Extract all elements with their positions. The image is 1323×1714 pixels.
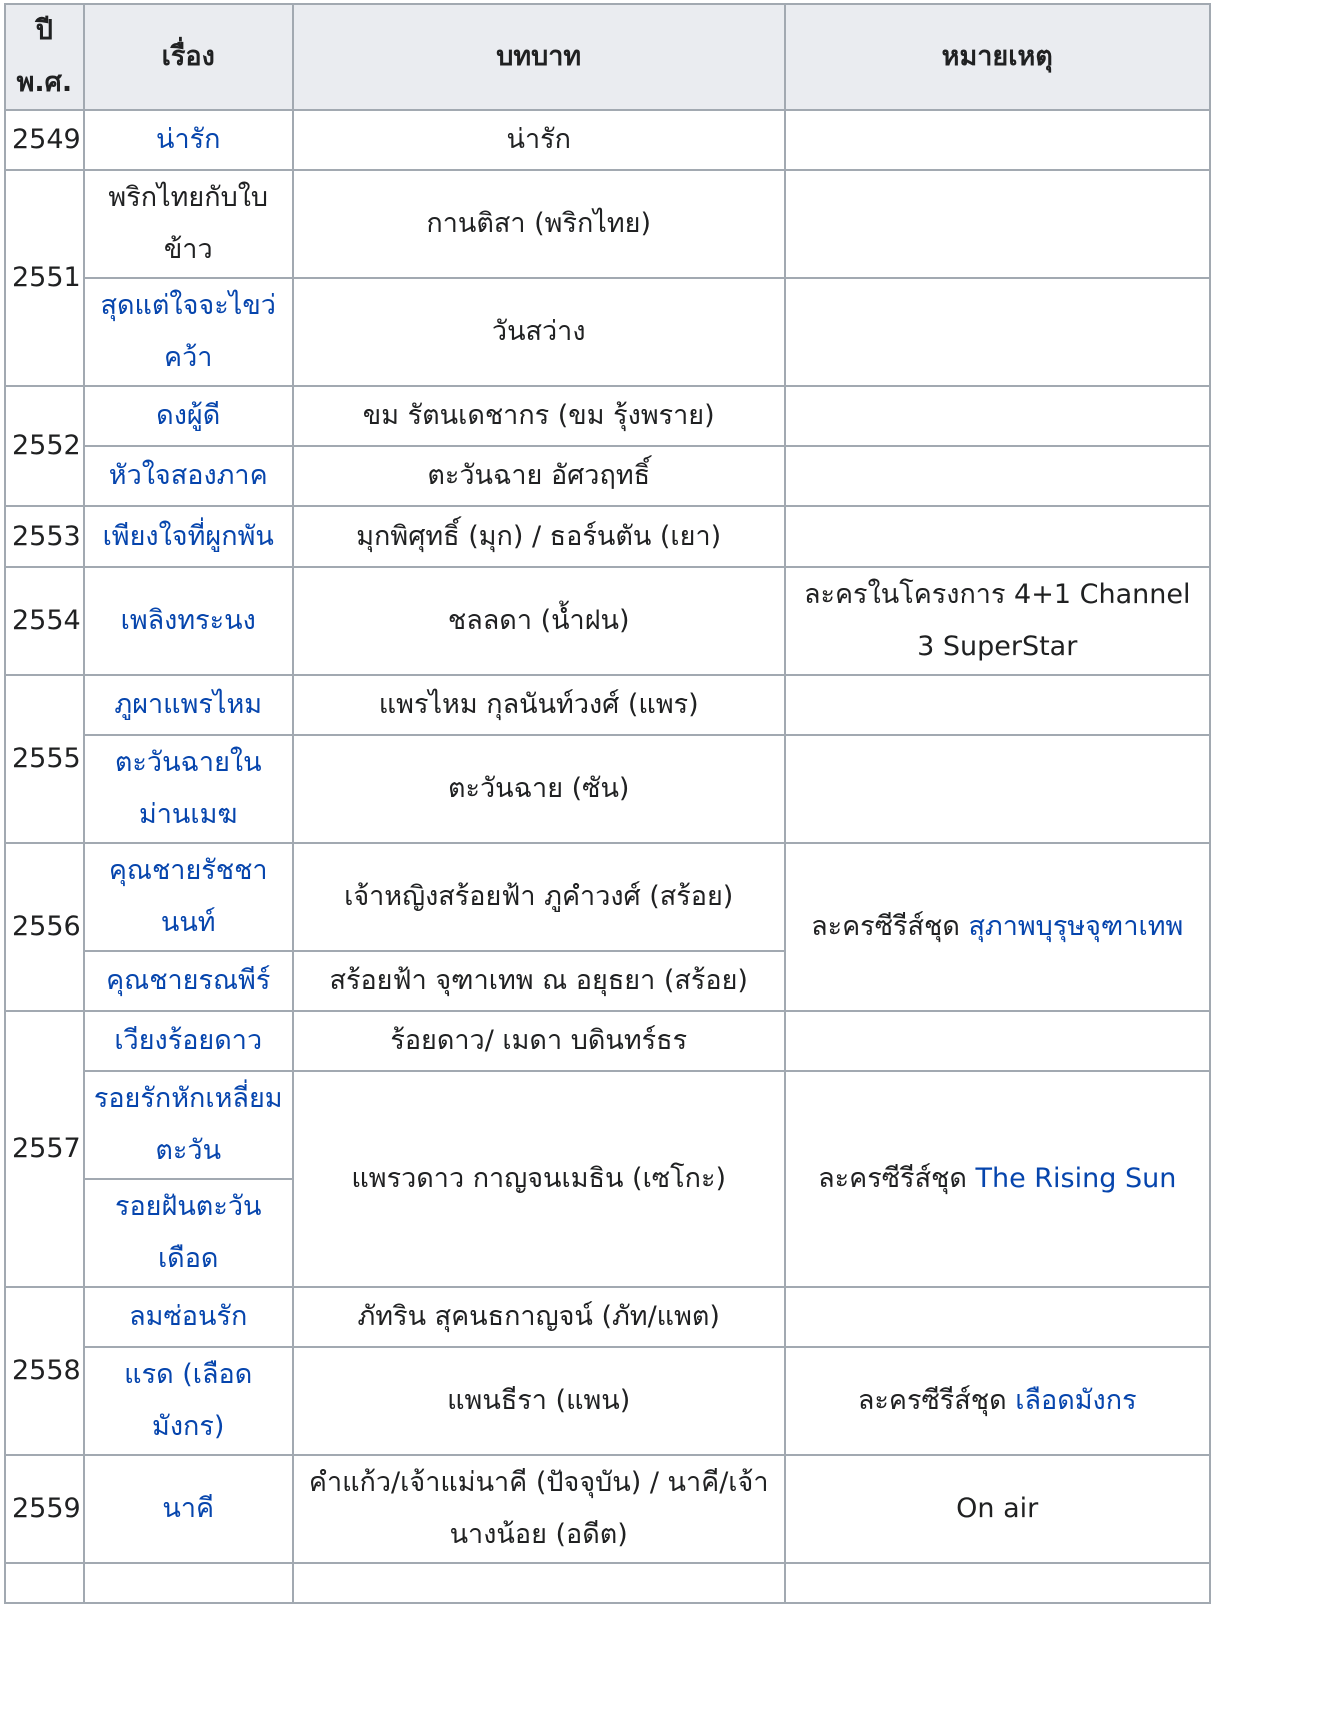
title-link[interactable]: นาคี bbox=[162, 1493, 215, 1524]
note-cell bbox=[785, 843, 1210, 1011]
title-cell bbox=[84, 951, 293, 1011]
year-cell: 2557 bbox=[5, 1011, 84, 1287]
title-link[interactable]: คุณชายรณพีร์ bbox=[106, 965, 271, 996]
table-row bbox=[5, 567, 1210, 675]
title-link[interactable]: ตะวันฉายในม่านเมฆ bbox=[114, 747, 262, 830]
table-row bbox=[5, 170, 1210, 278]
note-prefix: ละครซีรีส์ชุด bbox=[818, 1163, 976, 1194]
title-cell bbox=[84, 1563, 293, 1603]
title-cell bbox=[84, 675, 293, 735]
note-cell bbox=[785, 446, 1210, 506]
note-cell bbox=[785, 1287, 1210, 1347]
year-cell: 2552 bbox=[5, 386, 84, 506]
title-cell bbox=[84, 446, 293, 506]
title-cell bbox=[84, 110, 293, 170]
title-cell bbox=[84, 1347, 293, 1455]
note-cell bbox=[785, 1071, 1210, 1287]
header-year: ปี พ.ศ. bbox=[5, 4, 84, 110]
title-link[interactable]: น่ารัก bbox=[155, 124, 221, 155]
title-cell bbox=[84, 567, 293, 675]
table-row bbox=[5, 446, 1210, 506]
role-cell: คำแก้ว/เจ้าแม่นาคี (ปัจจุบัน) / นาคี/เจ้านางน้อย (อดีต) bbox=[293, 1455, 785, 1563]
title-link[interactable]: หัวใจสองภาค bbox=[108, 460, 268, 491]
year-cell bbox=[5, 1563, 84, 1603]
title-link[interactable]: รอยรักหักเหลี่ยมตะวัน bbox=[93, 1083, 283, 1166]
table-row bbox=[5, 1071, 1210, 1179]
role-cell: แพรไหม กุลนันท์วงศ์ (แพร) bbox=[293, 675, 785, 735]
title-link[interactable]: เพลิงทระนง bbox=[120, 605, 256, 636]
table-row bbox=[5, 386, 1210, 446]
table-row bbox=[5, 675, 1210, 735]
table-row bbox=[5, 506, 1210, 567]
role-cell: มุกพิศุทธิ์ (มุก) / ธอร์นตัน (เยา) bbox=[293, 506, 785, 567]
role-cell: ขม รัตนเดชากร (ขม รุ้งพราย) bbox=[293, 386, 785, 446]
note-cell bbox=[785, 735, 1210, 843]
title-cell bbox=[84, 506, 293, 567]
role-cell: สร้อยฟ้า จุฑาเทพ ณ อยุธยา (สร้อย) bbox=[293, 951, 785, 1011]
role-cell: ร้อยดาว/ เมดา บดินทร์ธร bbox=[293, 1011, 785, 1071]
header-title: เรื่อง bbox=[84, 4, 293, 110]
role-cell: แพรวดาว กาญจนเมธิน (เซโกะ) bbox=[293, 1071, 785, 1287]
note-cell bbox=[785, 386, 1210, 446]
role-cell: วันสว่าง bbox=[293, 278, 785, 386]
note-cell bbox=[785, 675, 1210, 735]
role-cell: ภัทริน สุคนธกาญจน์ (ภัท/แพต) bbox=[293, 1287, 785, 1347]
note-cell bbox=[785, 278, 1210, 386]
note-cell bbox=[785, 506, 1210, 567]
year-cell: 2554 bbox=[5, 567, 84, 675]
title-cell bbox=[84, 735, 293, 843]
note-link[interactable]: The Rising Sun bbox=[975, 1163, 1177, 1194]
table-row bbox=[5, 735, 1210, 843]
note-cell: ละครในโครงการ 4+1 Channel 3 SuperStar bbox=[785, 567, 1210, 675]
title-cell bbox=[84, 1011, 293, 1071]
table-row bbox=[5, 1011, 1210, 1071]
header-note: หมายเหตุ bbox=[785, 4, 1210, 110]
header-role: บทบาท bbox=[293, 4, 785, 110]
title-cell bbox=[84, 1455, 293, 1563]
title-cell bbox=[84, 1071, 293, 1179]
table-row bbox=[5, 110, 1210, 170]
title-link[interactable]: รอยฝันตะวันเดือด bbox=[114, 1191, 262, 1274]
role-cell: เจ้าหญิงสร้อยฟ้า ภูคำวงศ์ (สร้อย) bbox=[293, 843, 785, 951]
year-cell: 2559 bbox=[5, 1455, 84, 1563]
note-prefix: ละครซีรีส์ชุด bbox=[811, 911, 969, 942]
title-link[interactable]: คุณชายรัชชานนท์ bbox=[108, 855, 268, 938]
title-cell: พริกไทยกับใบข้าว bbox=[84, 170, 293, 278]
year-cell: 2555 bbox=[5, 675, 84, 843]
role-cell: ตะวันฉาย อัศวฤทธิ์ bbox=[293, 446, 785, 506]
title-link[interactable]: ลมซ่อนรัก bbox=[129, 1301, 248, 1332]
title-link[interactable]: สุดแต่ใจจะไขว่คว้า bbox=[100, 290, 276, 373]
role-cell: ตะวันฉาย (ซัน) bbox=[293, 735, 785, 843]
title-link[interactable]: ภูผาแพรไหม bbox=[114, 689, 263, 720]
role-cell: ชลลดา (น้ำฝน) bbox=[293, 567, 785, 675]
header-row bbox=[5, 4, 1210, 110]
note-cell bbox=[785, 1347, 1210, 1455]
title-link[interactable]: เพียงใจที่ผูกพัน bbox=[102, 520, 274, 552]
note-cell bbox=[785, 170, 1210, 278]
title-cell bbox=[84, 278, 293, 386]
note-link[interactable]: สุภาพบุรุษจุฑาเทพ bbox=[968, 911, 1184, 942]
title-link[interactable]: แรด (เลือดมังกร) bbox=[124, 1359, 253, 1442]
year-cell: 2553 bbox=[5, 506, 84, 567]
filmography-table bbox=[4, 3, 1211, 1604]
note-cell: On air bbox=[785, 1455, 1210, 1563]
table-row bbox=[5, 1563, 1210, 1603]
title-cell bbox=[84, 386, 293, 446]
title-link[interactable]: เวียงร้อยดาว bbox=[114, 1025, 263, 1056]
table-row bbox=[5, 1455, 1210, 1563]
year-cell: 2556 bbox=[5, 843, 84, 1011]
title-cell bbox=[84, 843, 293, 951]
table-row bbox=[5, 278, 1210, 386]
note-prefix: ละครซีรีส์ชุด bbox=[857, 1385, 1016, 1416]
title-cell bbox=[84, 1287, 293, 1347]
year-cell: 2558 bbox=[5, 1287, 84, 1455]
role-cell: น่ารัก bbox=[293, 110, 785, 170]
title-link[interactable]: ดงผู้ดี bbox=[156, 400, 221, 431]
note-cell bbox=[785, 110, 1210, 170]
year-cell: 2549 bbox=[5, 110, 84, 170]
note-cell bbox=[785, 1563, 1210, 1603]
role-cell bbox=[293, 1563, 785, 1603]
table-row bbox=[5, 843, 1210, 951]
title-cell bbox=[84, 1179, 293, 1287]
note-cell bbox=[785, 1011, 1210, 1071]
note-link[interactable]: เลือดมังกร bbox=[1015, 1385, 1137, 1416]
table-row bbox=[5, 1287, 1210, 1347]
year-cell: 2551 bbox=[5, 170, 84, 386]
role-cell: กานติสา (พริกไทย) bbox=[293, 170, 785, 278]
role-cell: แพนธีรา (แพน) bbox=[293, 1347, 785, 1455]
table-row bbox=[5, 1347, 1210, 1455]
